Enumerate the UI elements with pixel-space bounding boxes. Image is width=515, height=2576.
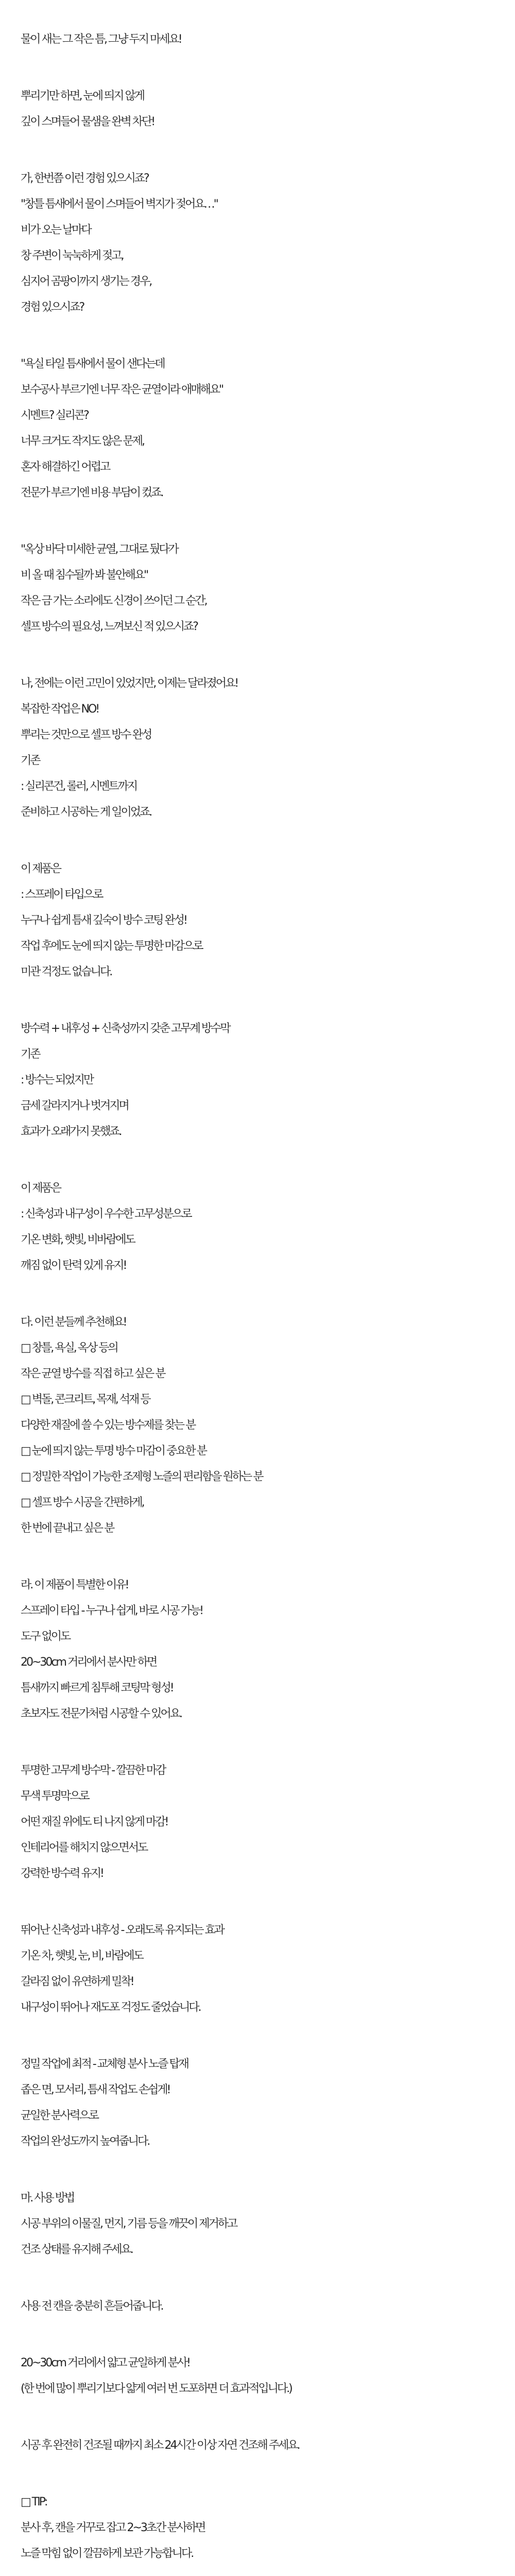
text-line: 기존 — [21, 1048, 40, 1061]
text-line: "창틀 틈새에서 물이 스며들어 벽지가 젖어요…" — [21, 198, 217, 211]
text-line: 시공 후 완전히 건조될 때까지 최소 24시간 이상 자연 건조해 주세요. — [21, 2439, 299, 2452]
text-line: □ TIP: — [21, 2496, 47, 2509]
text-line: □ 벽돌, 콘크리트, 목재, 석재 등 — [21, 1393, 150, 1406]
text-line: 건조 상태를 유지해 주세요. — [21, 2243, 132, 2256]
text-line: 물이 새는 그 작은 틈, 그냥 두지 마세요! — [21, 33, 181, 46]
text-line: 너무 크거도 작지도 않은 문제, — [21, 435, 144, 448]
text-line: 인테리어를 해치지 않으면서도 — [21, 1841, 147, 1854]
text-line: 마. 사용 방법 — [21, 2192, 74, 2205]
text-line: 복잡한 작업은 NO! — [21, 703, 99, 716]
paragraph-block — [21, 1176, 515, 1279]
text-line: : 방수는 되었지만 — [21, 1074, 93, 1087]
text-line: 경험 있으시죠? — [21, 301, 84, 314]
text-line: 기온 차, 햇빛, 눈, 비, 바람에도 — [21, 1950, 143, 1962]
text-line: 전문가 부르기엔 비용 부담이 컸죠. — [21, 486, 163, 499]
text-line: 라. 이 제품이 특별한 이유! — [21, 1579, 128, 1591]
text-line: 이 제품은 — [21, 862, 61, 875]
text-line: 깨짐 없이 탄력 있게 유지! — [21, 1259, 126, 1272]
paragraph-block — [21, 2185, 515, 2263]
text-line: □ 정밀한 작업이 가능한 조제형 노즐의 편리함을 원하는 분 — [21, 1470, 263, 1483]
text-line: 도구 없이도 — [21, 1630, 70, 1643]
text-line: 강력한 방수력 유지! — [21, 1867, 103, 1880]
text-line: 나, 전에는 이런 고민이 있었지만, 이제는 달라졌어요! — [21, 677, 238, 690]
paragraph-block — [21, 27, 515, 53]
text-line: 작업의 완성도까지 높여줍니다. — [21, 2135, 149, 2148]
paragraph-block — [21, 351, 515, 506]
text-line: 보수공사 부르기엔 너무 작은 균열이라 애매해요" — [21, 383, 223, 396]
text-line: 깊이 스며들어 물샘을 완벽 차단! — [21, 115, 154, 128]
text-line: 좁은 면, 모서리, 틈새 작업도 손쉽게! — [21, 2083, 170, 2096]
text-line: 방수력 + 내후성 + 신축성까지 갖춘 고무계 방수막 — [21, 1022, 230, 1035]
text-line: 기온 변화, 햇빛, 비바람에도 — [21, 1233, 134, 1246]
text-line: 노즐 막힘 없이 깔끔하게 보관 가능합니다. — [21, 2547, 193, 2560]
text-line: 틈새까지 빠르게 침투해 코팅막 형성! — [21, 1682, 173, 1694]
text-line: : 실리콘건, 롤러, 시멘트까지 — [21, 780, 137, 793]
text-line: 효과가 오래가지 못했죠. — [21, 1125, 121, 1138]
paragraph-block — [21, 83, 515, 135]
paragraph-block — [21, 856, 515, 985]
text-line: "옥상 바닥 미세한 균열, 그대로 뒀다가 — [21, 543, 178, 556]
paragraph-block — [21, 1016, 515, 1145]
text-line: : 신축성과 내구성이 우수한 고무성분으로 — [21, 1208, 191, 1221]
paragraph-block — [21, 1758, 515, 1887]
text-line: 내구성이 뛰어나 재도포 걱정도 줄었습니다. — [21, 2001, 200, 2014]
paragraph-block — [21, 2294, 515, 2319]
paragraph-block — [21, 2489, 515, 2567]
text-line: 분사 후, 캔을 거꾸로 잡고 2~3초간 분사하면 — [21, 2521, 205, 2534]
text-line: □ 셀프 방수 시공을 간편하게, — [21, 1496, 144, 1509]
text-line: 셀프 방수의 필요성, 느껴보신 적 있으시죠? — [21, 620, 197, 633]
text-line: 20~30cm 거리에서 분사만 하면 — [21, 1656, 157, 1669]
text-line: □ 창틀, 욕실, 옥상 등의 — [21, 1342, 117, 1354]
paragraph-block — [21, 671, 515, 825]
text-line: 스프레이 타입 - 누구나 쉽게, 바로 시공 가능! — [21, 1604, 202, 1617]
text-line: 심지어 곰팡이까지 생기는 경우, — [21, 275, 151, 288]
paragraph-block — [21, 1572, 515, 1727]
paragraph-block — [21, 2052, 515, 2155]
paragraph-block — [21, 1918, 515, 2021]
paragraph-block — [21, 2433, 515, 2459]
text-line: 뛰어난 신축성과 내후성 - 오래도록 유지되는 효과 — [21, 1924, 224, 1937]
text-line: 균일한 분사력으로 — [21, 2109, 98, 2122]
text-line: 창 주변이 눅눅하게 젖고, — [21, 249, 123, 262]
paragraph-block — [21, 537, 515, 640]
text-line: 누구나 쉽게 틈새 깊숙이 방수 코팅 완성! — [21, 914, 186, 927]
text-line: 미관 걱정도 없습니다. — [21, 965, 112, 978]
text-line: 가, 한번쯤 이런 경험 있으시죠? — [21, 172, 148, 185]
text-line: 이 제품은 — [21, 1182, 61, 1195]
text-line: 정밀 작업에 최적 - 교체형 분사 노즐 탑재 — [21, 2058, 188, 2071]
text-line: 투명한 고무계 방수막 - 깔끔한 마감 — [21, 1764, 165, 1777]
paragraph-block — [21, 2350, 515, 2402]
text-line: 시멘트? 실리콘? — [21, 409, 88, 422]
text-line: 작업 후에도 눈에 띄지 않는 투명한 마감으로 — [21, 940, 202, 953]
text-line: 무색 투명막으로 — [21, 1790, 89, 1803]
text-line: 초보자도 전문가처럼 시공할 수 있어요. — [21, 1707, 181, 1720]
text-line: 작은 균열 방수를 직접 하고 싶은 분 — [21, 1367, 165, 1380]
text-line: 시공 부위의 이물질, 먼지, 기름 등을 깨끗이 제거하고 — [21, 2217, 237, 2230]
text-line: 기존 — [21, 754, 40, 767]
text-line: 20~30cm 거리에서 얇고 균일하게 분사! — [21, 2357, 190, 2369]
text-line: 사용 전 캔을 충분히 흔들어줍니다. — [21, 2300, 163, 2313]
paragraph-block — [21, 1310, 515, 1541]
text-line: 혼자 해결하긴 어렵고 — [21, 461, 110, 473]
text-line: "욕실 타일 틈새에서 물이 샌다는데 — [21, 358, 164, 370]
text-line: 금세 갈라지거나 벗겨지며 — [21, 1099, 128, 1112]
paragraph-block — [21, 166, 515, 320]
text-line: 다양한 재질에 쓸 수 있는 방수제를 찾는 분 — [21, 1419, 195, 1432]
text-line: 갈라짐 없이 유연하게 밀착! — [21, 1975, 133, 1988]
text-line: 다. 이런 분들께 추천해요! — [21, 1316, 126, 1329]
text-line: : 스프레이 타입으로 — [21, 888, 102, 901]
text-line: 비가 오는 날마다 — [21, 224, 91, 236]
text-line: 뿌리기만 하면, 눈에 띄지 않게 — [21, 90, 144, 103]
text-line: 작은 금 가는 소리에도 신경이 쓰이던 그 순간, — [21, 595, 207, 607]
text-line: 뿌리는 것만으로 셀프 방수 완성 — [21, 728, 151, 741]
text-line: □ 눈에 띄지 않는 투명 방수 마감이 중요한 분 — [21, 1445, 207, 1458]
text-line: 준비하고 시공하는 게 일이었죠. — [21, 806, 151, 819]
text-line: (한 번에 많이 뿌리기보다 얇게 여러 번 도포하면 더 효과적입니다.) — [21, 2382, 291, 2395]
text-line: 어떤 재질 위에도 티 나지 않게 마감! — [21, 1816, 168, 1828]
text-line: 한 번에 끝내고 싶은 분 — [21, 1522, 114, 1535]
text-line: 비 올 때 침수될까 봐 불안해요" — [21, 569, 148, 582]
